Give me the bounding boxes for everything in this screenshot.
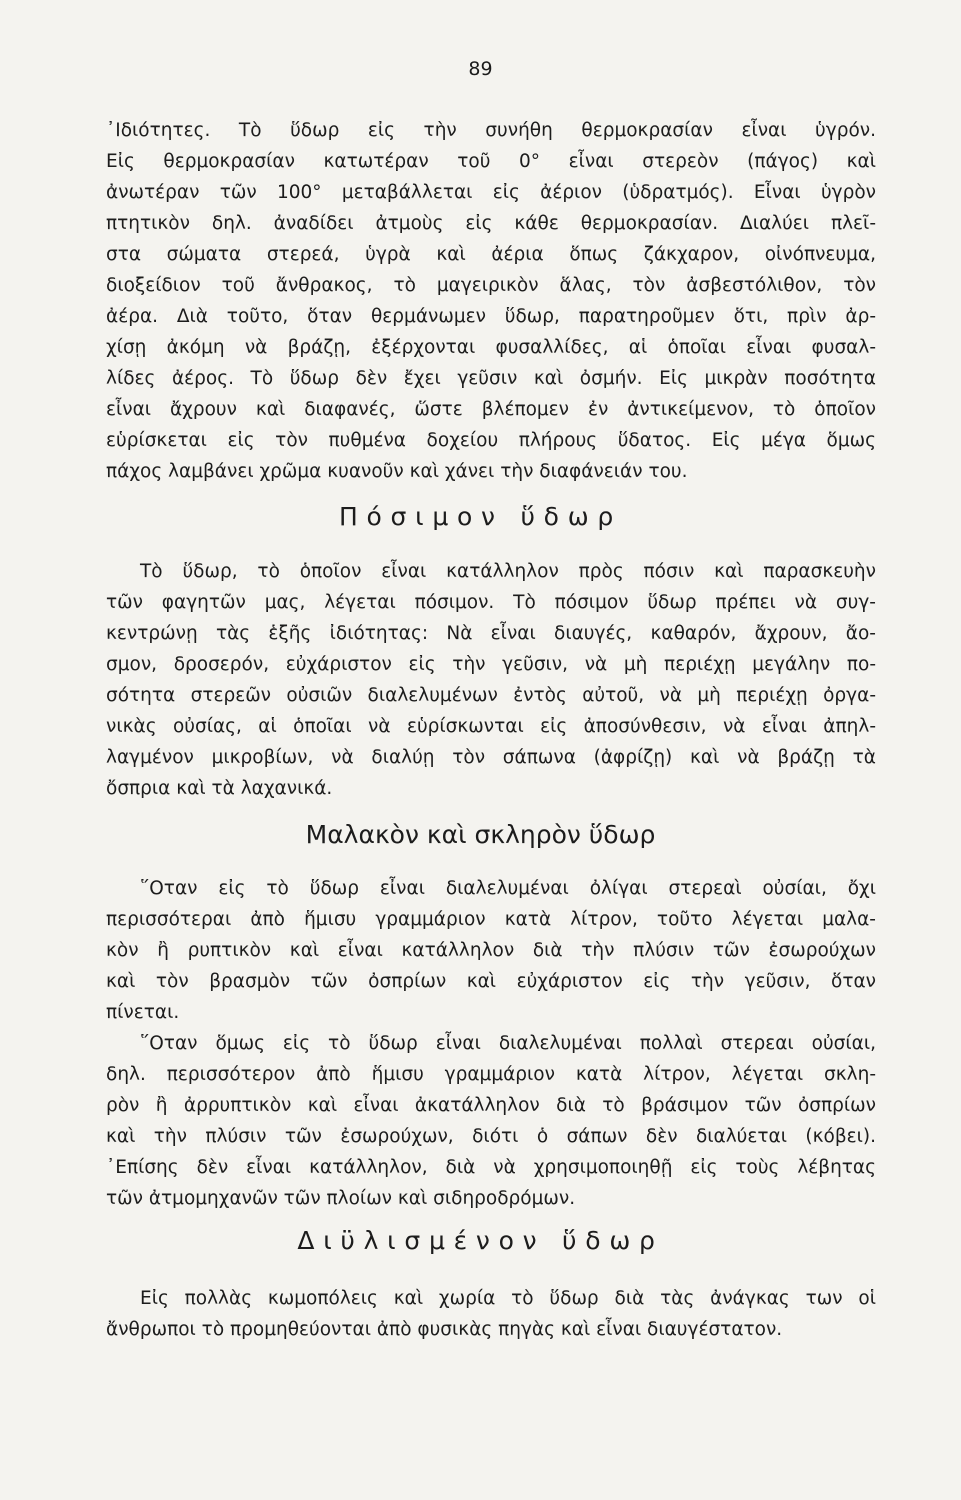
text-line: ἀέρα. Διὰ τοῦτο, ὅταν θερμάνωμεν ὕδωρ, παρατηροῦμεν ὅτι, πρὶν ἀρ- bbox=[106, 306, 876, 327]
page-number: 89 bbox=[468, 58, 493, 80]
text-line: ᾿Επίσης δὲν εἶναι κατάλληλον, διὰ νὰ χρησιμοποιηθῇ εἰς τοὺς λέβητας bbox=[106, 1157, 876, 1178]
text-line: Εἰς πολλὰς κωμοπόλεις καὶ χωρία τὸ ὕδωρ διὰ τὰς ἀνάγκας των οἱ bbox=[140, 1288, 876, 1309]
text-line: καὶ τὸν βρασμὸν τῶν ὀσπρίων καὶ εὐχάριστον εἰς τὴν γεῦσιν, ὅταν bbox=[106, 971, 876, 992]
text-line: ῞Οταν εἰς τὸ ὕδωρ εἶναι διαλελυμέναι ὀλίγαι στερεαὶ οὐσίαι, ὄχι bbox=[140, 878, 876, 899]
text-line: κὸν ἢ ρυπτικὸν καὶ εἶναι κατάλληλον διὰ τὴν πλύσιν τῶν ἐσωρούχων bbox=[106, 940, 876, 961]
text-line: ἄνθρωποι τὸ προμηθεύονται ἀπὸ φυσικὰς πηγὰς καὶ εἶναι διαυγέστατον. bbox=[106, 1319, 783, 1340]
text-line: ρὸν ἢ ἀρρυπτικὸν καὶ εἶναι ἀκατάλληλον διὰ τὸ βράσιμον τῶν ὀσπρίων bbox=[106, 1095, 876, 1116]
text-line: εὑρίσκεται εἰς τὸν πυθμένα δοχείου πλήρους ὕδατος. Εἰς μέγα ὅμως bbox=[106, 430, 876, 451]
section-heading-soft-hard-water: Μαλακὸν καὶ σκληρὸν ὕδωρ bbox=[305, 820, 656, 849]
text-line: ἀνωτέραν τῶν 100° μεταβάλλεται εἰς ἀέριον (ὑδρατμός). Εἶναι ὑγρὸν bbox=[106, 182, 876, 203]
text-line: Τὸ ὕδωρ, τὸ ὁποῖον εἶναι κατάλληλον πρὸς πόσιν καὶ παρασκευὴν bbox=[140, 561, 876, 582]
soft-hard-water-paragraph bbox=[106, 873, 876, 1214]
text-line: νικὰς οὐσίας, αἱ ὁποῖαι νὰ εὑρίσκωνται εἰς ἀποσύνθεσιν, νὰ εἶναι ἀπηλ- bbox=[106, 716, 876, 737]
text-line: εἶναι ἄχρουν καὶ διαφανές, ὥστε βλέπομεν ἐν ἀντικείμενον, τὸ ὁποῖον bbox=[106, 399, 876, 420]
section-heading-filtered-water: Διϋλισμένον ὕδωρ bbox=[297, 1226, 664, 1255]
text-line: καὶ τὴν πλύσιν τῶν ἐσωρούχων, διότι ὁ σάπων δὲν διαλύεται (κόβει). bbox=[106, 1126, 876, 1147]
filtered-water-paragraph bbox=[106, 1283, 876, 1345]
text-line: σμον, δροσερόν, εὐχάριστον εἰς τὴν γεῦσιν, νὰ μὴ περιέχῃ μεγάλην πο- bbox=[106, 654, 876, 675]
text-line: τῶν ἀτμομηχανῶν τῶν πλοίων καὶ σιδηροδρόμων. bbox=[106, 1188, 576, 1209]
text-line: πάχος λαμβάνει χρῶμα κυανοῦν καὶ χάνει τὴν διαφάνειάν του. bbox=[106, 461, 688, 482]
text-line: περισσότεραι ἀπὸ ἥμισυ γραμμάριον κατὰ λίτρον, τοῦτο λέγεται μαλα- bbox=[106, 909, 876, 930]
potable-water-paragraph bbox=[106, 556, 876, 804]
text-line: στα σώματα στερεά, ὑγρὰ καὶ ἀέρια ὅπως ζάκχαρον, οἰνόπνευμα, bbox=[106, 244, 876, 265]
text-line: δηλ. περισσότερον ἀπὸ ἥμισυ γραμμάριον κατὰ λίτρον, λέγεται σκλη- bbox=[106, 1064, 876, 1085]
text-line: τῶν φαγητῶν μας, λέγεται πόσιμον. Τὸ πόσιμον ὕδωρ πρέπει νὰ συγ- bbox=[106, 592, 876, 613]
text-line: σότητα στερεῶν οὐσιῶν διαλελυμένων ἐντὸς αὐτοῦ, νὰ μὴ περιέχῃ ὀργα- bbox=[106, 685, 876, 706]
text-line: κεντρώνῃ τὰς ἑξῆς ἰδιότητας: Νὰ εἶναι διαυγές, καθαρόν, ἄχρουν, ἄο- bbox=[106, 623, 876, 644]
text-line: ᾿Ιδιότητες. Τὸ ὕδωρ εἰς τὴν συνήθη θερμοκρασίαν εἶναι ὑγρόν. bbox=[106, 120, 876, 141]
text-line: λαγμένον μικροβίων, νὰ διαλύῃ τὸν σάπωνα (ἀφρίζῃ) καὶ νὰ βράζῃ τὰ bbox=[106, 747, 876, 768]
text-line: πίνεται. bbox=[106, 1002, 180, 1023]
text-line: λίδες ἀέρος. Τὸ ὕδωρ δὲν ἔχει γεῦσιν καὶ ὀσμήν. Εἰς μικρὰν ποσότητα bbox=[106, 368, 876, 389]
text-line: χίσῃ ἀκόμη νὰ βράζῃ, ἐξέρχονται φυσαλλίδες, αἱ ὁποῖαι εἶναι φυσαλ- bbox=[106, 337, 876, 358]
text-line: ῞Οταν ὅμως εἰς τὸ ὕδωρ εἶναι διαλελυμέναι πολλαὶ στερεαι οὐσίαι, bbox=[140, 1033, 876, 1054]
text-line: Εἰς θερμοκρασίαν κατωτέραν τοῦ 0° εἶναι στερεὸν (πάγος) καὶ bbox=[106, 151, 876, 172]
text-line: πτητικὸν δηλ. ἀναδίδει ἀτμοὺς εἰς κάθε θερμοκρασίαν. Διαλύει πλεῖ- bbox=[106, 213, 876, 234]
text-line: διοξείδιον τοῦ ἄνθρακος, τὸ μαγειρικὸν ἅλας, τὸν ἀσβεστόλιθον, τὸν bbox=[106, 275, 876, 296]
text-line: ὄσπρια καὶ τὰ λαχανικά. bbox=[106, 778, 333, 799]
properties-paragraph bbox=[106, 115, 876, 487]
section-heading-potable-water: Πόσιμον ὕδωρ bbox=[338, 502, 623, 531]
